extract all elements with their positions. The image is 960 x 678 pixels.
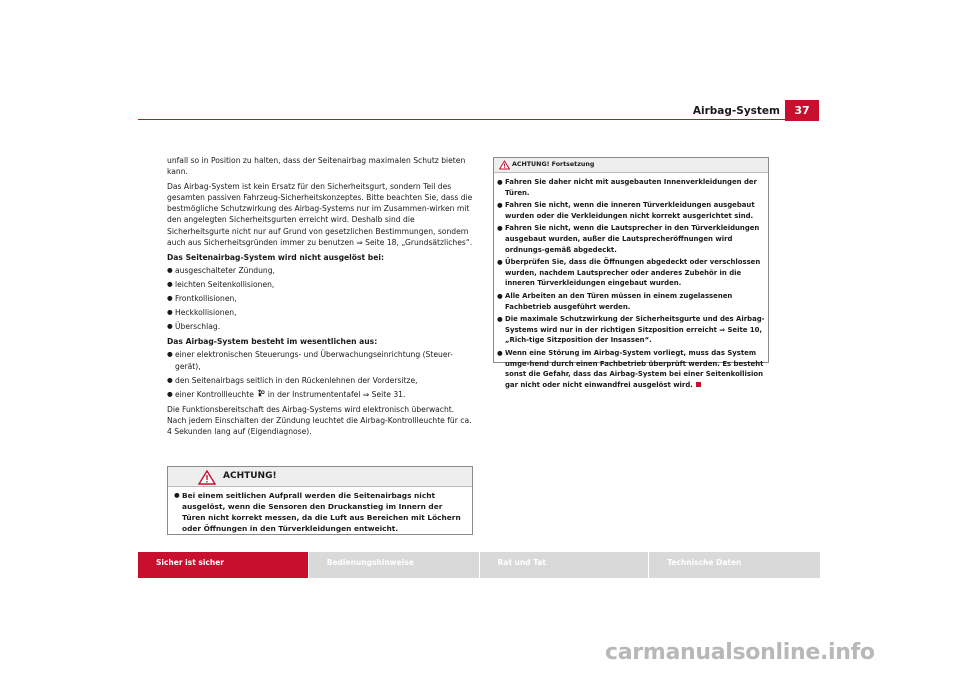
footer-tab-technik[interactable]: Technische Daten — [649, 552, 820, 578]
warning-body — [494, 173, 768, 396]
warning-continued-box — [493, 157, 769, 389]
list-item-text: einer Kontrollleuchte — [175, 389, 254, 399]
warning-title: ACHTUNG! — [223, 471, 277, 481]
footer-nav — [138, 552, 820, 578]
warning-item: ● Fahren Sie daher nicht mit ausgebauten Innenverkleidungen der Türen. — [497, 177, 765, 198]
warning-item — [497, 348, 765, 390]
warning-box — [167, 466, 473, 535]
list-item-text: in der Instrumententafel ⇒ Seite 31. — [267, 389, 406, 399]
warning-item-text: Wenn eine Störung im Airbag-System vorliegt, muss das System umge-hend durch einen Fachbetrieb überprüft werden. Es besteht sonst die Gefahr, dass das Airbag-System bei einer Seitenkollision gar nicht oder nicht einwandfrei ausgelöst wird. — [505, 348, 764, 389]
page-header-title: Airbag-System — [692, 105, 780, 117]
footer-tab-bedienung[interactable]: Bedienungshinweise — [309, 552, 479, 578]
warning-triangle-icon — [198, 470, 216, 485]
list-item: ● den Seitenairbags seitlich in den Rückenlehnen der Vordersitze, — [167, 375, 473, 386]
watermark: carmanualsonline.info — [605, 640, 875, 665]
paragraph: unfall so in Position zu halten, dass der Seitenairbag maximalen Schutz bieten kann. — [167, 156, 466, 177]
list-item: ● leichten Seitenkollisionen, — [167, 279, 473, 290]
paragraph: Die Funktionsbereitschaft des Airbag-Systems wird elektronisch überwacht. Nach jedem Einschalten der Zündung leuchtet die Airbag-Kontrollleuchte für ca. 4 Sekunden lang auf (Eigendiagnose). — [167, 404, 472, 436]
warning-item: ● Fahren Sie nicht, wenn die Lautsprecher in den Türverkleidungen ausgebaut wurden, außer die Lautsprecheröffnungen wird ordnungs-gemäß abgedeckt. — [497, 223, 765, 255]
list-item: ● einer elektronischen Steuerungs- und Überwachungseinrichtung (Steuer-gerät), — [167, 349, 473, 371]
warning-body — [168, 487, 472, 537]
page-number: 37 — [785, 100, 819, 121]
warning-item: ● Die maximale Schutzwirkung der Sicherheitsgurte und des Airbag-Systems wird nur in der richtigen Sitzposition erreicht ⇒ Seite 10, „Rich-tige Sitzposition der Insassen“. — [497, 314, 765, 346]
warning-title: ACHTUNG! Fortsetzung — [512, 161, 595, 168]
paragraph: Das Airbag-System ist kein Ersatz für den Sicherheitsgurt, sondern Teil des gesamten passiven Fahrzeug-Sicherheitskonzeptes. Bitte beachten Sie, dass die bestmögliche Schutzwirkung des Airbag-Systems nur im Zusammen-wirken mit den angelegten Sicherheitsgurten erreicht wird. Deshalb sind die Sicherheitsgurte nicht nur auf Grund von gesetzlichen Bestimmungen, sondern auch aus Sicherheitsgründen immer zu benutzen ⇒ Seite 18, „Grundsätzliches“. — [167, 182, 473, 247]
section-heading: Das Airbag-System besteht im wesentlichen aus: — [167, 337, 378, 347]
list-item: ● Frontkollisionen, — [167, 293, 473, 304]
warning-header — [168, 467, 472, 487]
list-item: ● Überschlag. — [167, 321, 473, 332]
list-item: ● ausgeschalteter Zündung, — [167, 265, 473, 276]
warning-triangle-icon — [499, 160, 510, 170]
warning-item: ● Fahren Sie nicht, wenn die inneren Türverkleidungen ausgebaut wurden oder die Verkleidungen nicht korrekt ausgerichtet sind. — [497, 200, 765, 221]
list-item — [167, 389, 473, 400]
left-column — [167, 155, 473, 441]
header-divider — [138, 119, 785, 120]
footer-tab-rat[interactable]: Rat und Tat — [480, 552, 649, 578]
footer-tab-sicher[interactable]: Sicher ist sicher — [138, 552, 308, 578]
warning-header — [494, 158, 768, 173]
section-heading: Das Seitenairbag-System wird nicht ausgelöst bei: — [167, 252, 385, 262]
warning-item: ● Alle Arbeiten an den Türen müssen in einem zugelassenen Fachbetrieb ausgeführt werden. — [497, 291, 765, 312]
warning-item: ● Überprüfen Sie, dass die Öffnungen abgedeckt oder verschlossen wurden, nachdem Lautsprecher oder anderes Zubehör in die inneren Türverkleidungen eingebaut wurden. — [497, 257, 765, 289]
section-end-marker — [696, 382, 701, 387]
warning-item: ● Bei einem seitlichen Aufprall werden die Seitenairbags nicht ausgelöst, wenn die Sensoren den Druckanstieg im Innern der Türen nicht korrekt messen, da die Luft aus Bereichen mit Löchern oder Öffnungen in den Türverkleidungen entweicht. — [174, 490, 466, 534]
airbag-warning-lamp-icon — [256, 389, 265, 398]
list-item: ● Heckkollisionen, — [167, 307, 473, 318]
